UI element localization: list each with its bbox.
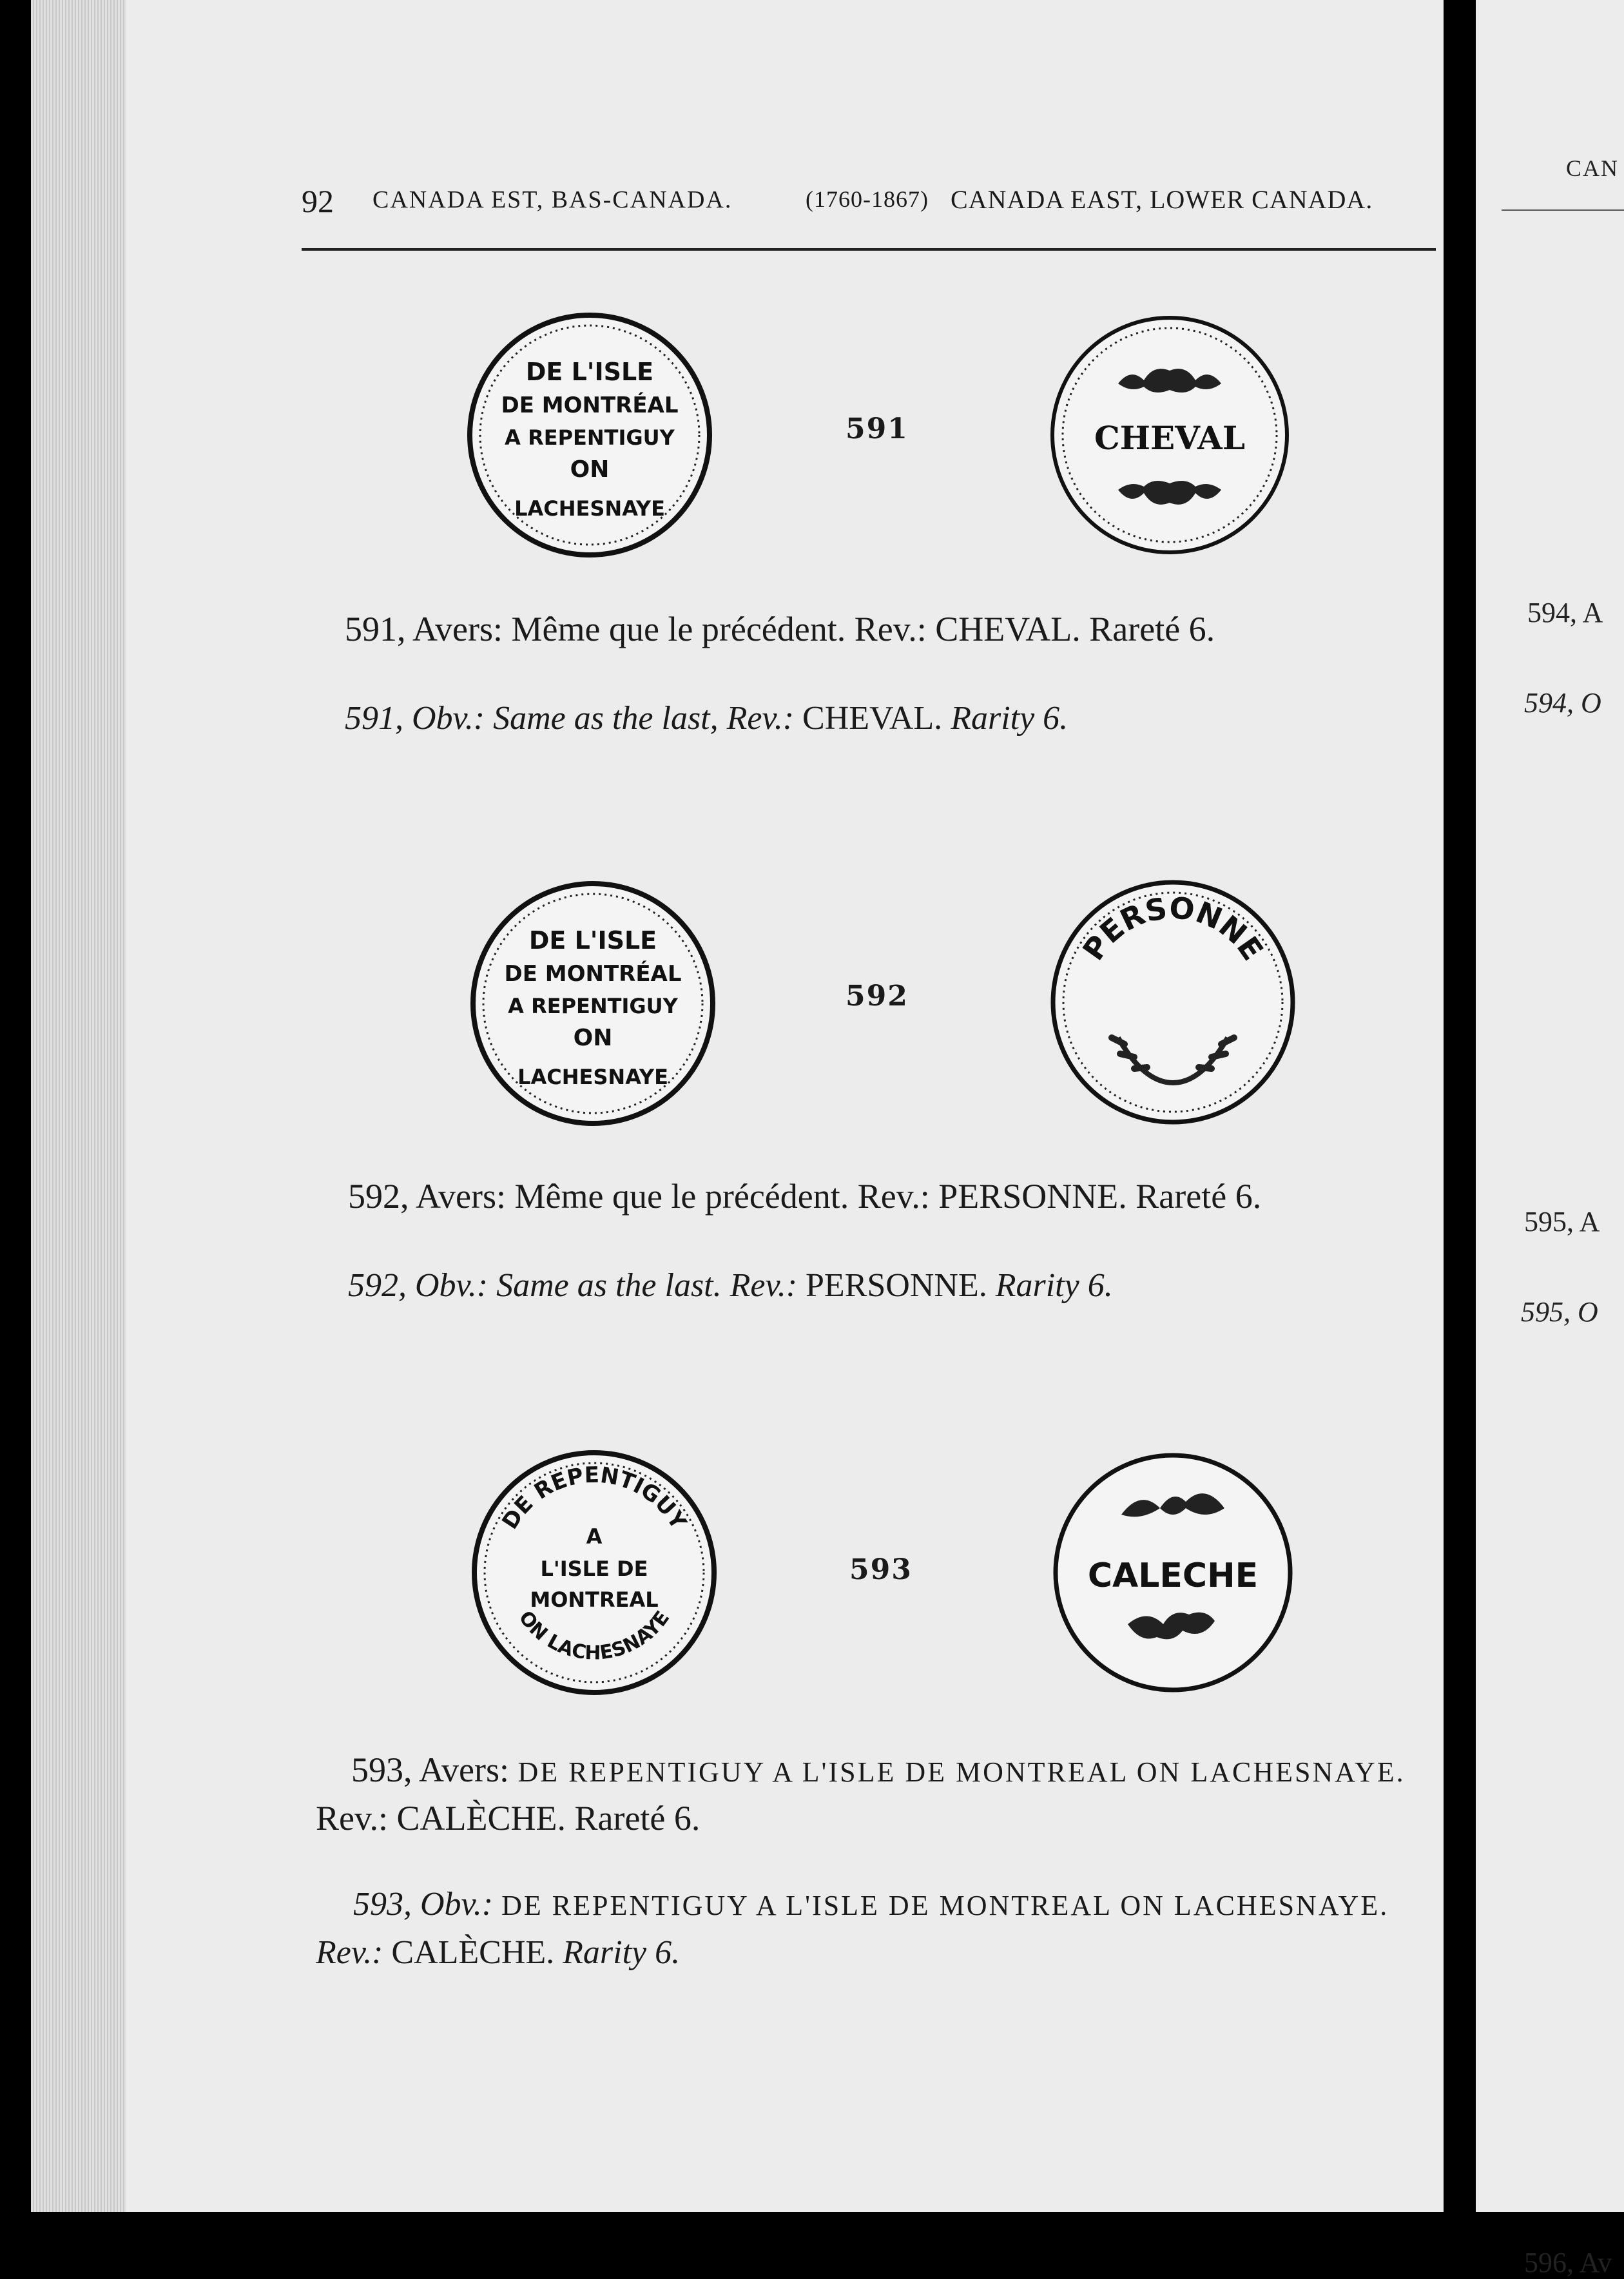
facing-entry-596-fr-visible: 596, Av xyxy=(1524,2247,1612,2278)
running-head-dates: (1760-1867) xyxy=(806,186,929,212)
token-number-593: 593 xyxy=(849,1553,913,1586)
entry-593-english-line-1: 593, Obv.: DE REPENTIGUY A L'ISLE DE MONTREAL ON LACHESNAYE. xyxy=(353,1886,1389,1923)
obverse-line-1: DE L'ISLE xyxy=(525,358,654,386)
obverse-line-2: DE MONTRÉAL xyxy=(501,393,679,418)
obverse-line-5: LACHESNAYE xyxy=(517,1065,668,1089)
reverse-text: CALECHE xyxy=(1087,1557,1259,1595)
entry-593-english-line-2: Rev.: CALÈCHE. Rarity 6. xyxy=(316,1934,681,1971)
obverse-line-5: LACHESNAYE xyxy=(514,496,665,521)
entry-591-french: 591, Avers: Même que le précédent. Rev.: CHEVAL. Rareté 6. xyxy=(345,610,1215,648)
running-head-french: CANADA EST, BAS-CANADA. xyxy=(372,186,733,213)
obverse-line-4: MONTREAL xyxy=(530,1587,659,1612)
obverse-arc-bottom: ON LACHESNAYE xyxy=(514,1607,675,1665)
header-rule xyxy=(302,248,1436,251)
entry-593-french-line-1: 593, Avers: DE REPENTIGUY A L'ISLE DE MONTREAL ON LACHESNAYE. xyxy=(351,1750,1406,1789)
obverse-line-3: A REPENTIGUY xyxy=(505,425,675,450)
token-number-591: 591 xyxy=(846,412,909,445)
token-number-592: 592 xyxy=(846,980,909,1013)
obverse-line-3: A REPENTIGUY xyxy=(508,994,678,1018)
token-593-reverse xyxy=(1050,1450,1295,1695)
facing-entry-595-en: 595, O xyxy=(1521,1296,1598,1328)
entry-592-english: 592, Obv.: Same as the last. Rev.: PERSONNE. Rarity 6. xyxy=(348,1267,1113,1304)
facing-entry-594-en: 594, O xyxy=(1524,687,1601,719)
token-591-obverse xyxy=(464,309,715,561)
entry-593-french-line-2: Rev.: CALÈCHE. Rareté 6. xyxy=(316,1799,701,1838)
token-592-obverse xyxy=(467,878,719,1129)
obverse-line-2: A xyxy=(586,1524,603,1549)
obverse-line-1: DE L'ISLE xyxy=(528,926,657,955)
token-591-reverse xyxy=(1047,313,1292,558)
obverse-line-4: ON xyxy=(573,1025,613,1051)
facing-page-rule xyxy=(1502,209,1624,211)
entry-592-french: 592, Avers: Même que le précédent. Rev.: PERSONNE. Rareté 6. xyxy=(348,1177,1262,1216)
reverse-text: CHEVAL xyxy=(1094,419,1246,457)
facing-entry-594-fr: 594, A xyxy=(1527,597,1603,628)
facing-page-header: CAN xyxy=(1566,155,1619,181)
facing-page xyxy=(1476,0,1624,2212)
book-page-edge xyxy=(31,0,134,2212)
entry-591-english: 591, Obv.: Same as the last, Rev.: CHEVAL. Rarity 6. xyxy=(345,700,1068,737)
page-number: 92 xyxy=(302,183,334,219)
obverse-line-4: ON xyxy=(570,456,610,483)
facing-entry-595-fr: 595, A xyxy=(1524,1206,1600,1237)
reverse-text: PERSONNE xyxy=(1076,889,1270,967)
token-592-reverse xyxy=(1047,877,1299,1128)
obverse-line-3: L'ISLE DE xyxy=(540,1557,648,1581)
running-head-english: CANADA EAST, LOWER CANADA. xyxy=(951,185,1373,214)
token-593-obverse xyxy=(469,1447,720,1698)
obverse-line-2: DE MONTRÉAL xyxy=(504,961,682,987)
obverse-arc-top: DE REPENTIGUY xyxy=(497,1462,691,1534)
